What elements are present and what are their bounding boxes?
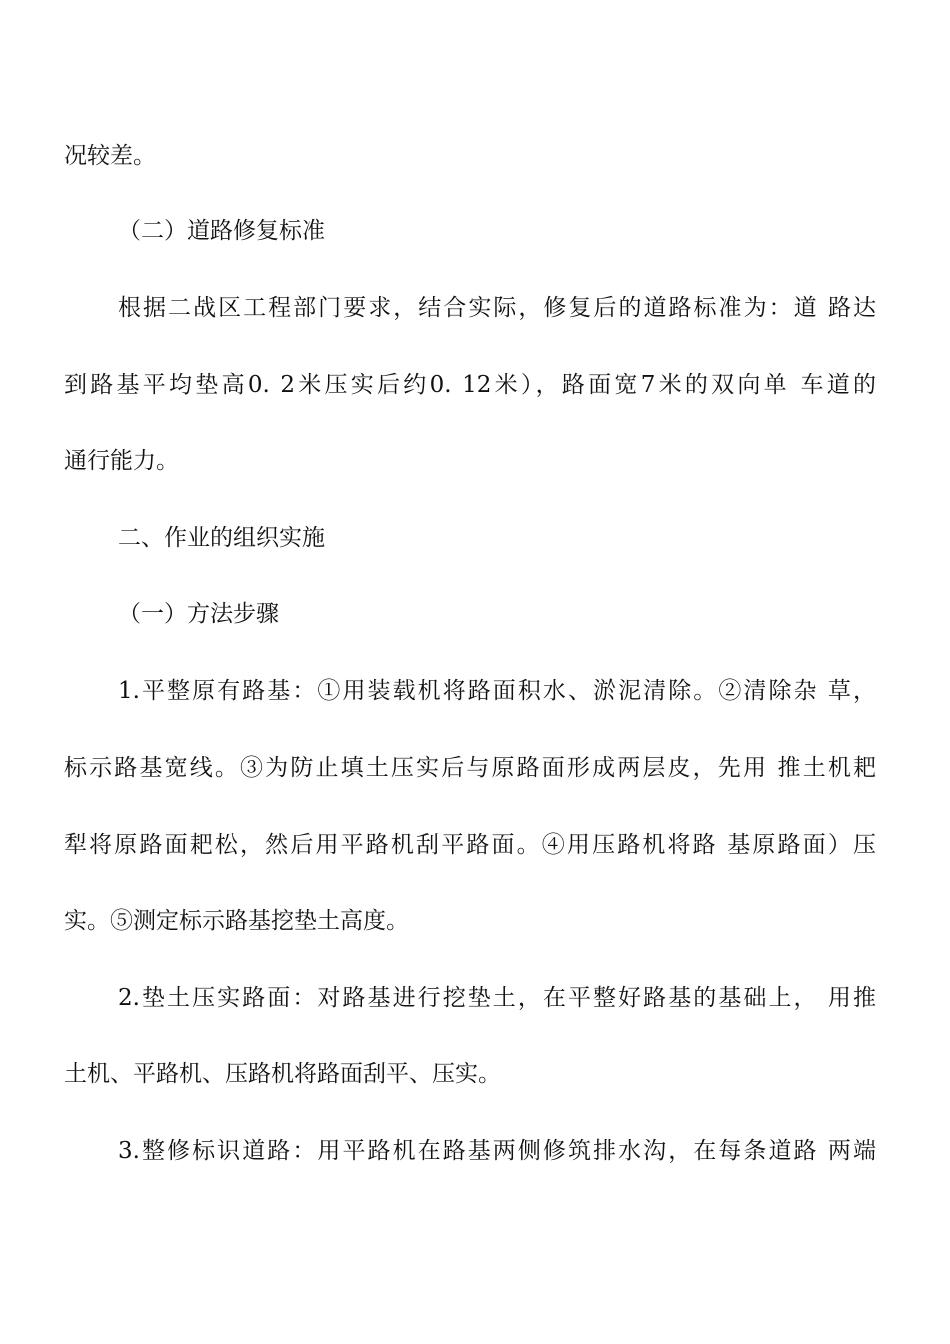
paragraph-line: 标示路基宽线。③为防止填土压实后与原路面形成两层皮，先用 推土机耙 (64, 755, 876, 781)
paragraph-line: 3.整修标识道路：用平路机在路基两侧修筑排水沟，在每条道路 两端 (118, 1138, 876, 1164)
section-heading: （二）道路修复标准 (118, 218, 325, 244)
paragraph-line: 根据二战区工程部门要求，结合实际，修复后的道路标准为：道 路达 (118, 295, 876, 321)
paragraph-line: 土机、平路机、压路机将路面刮平、压实。 (64, 1061, 501, 1087)
paragraph-line: 2.垫土压实路面：对路基进行挖垫土，在平整好路基的基础上， 用推 (118, 985, 876, 1011)
paragraph-line: 犁将原路面耙松，然后用平路机刮平路面。④用压路机将路 基原路面）压 (64, 832, 876, 858)
section-heading: 二、作业的组织实施 (118, 525, 325, 551)
paragraph-line: 况较差。 (64, 143, 156, 169)
paragraph-line: 实。⑤测定标示路基挖垫土高度。 (64, 908, 409, 934)
paragraph-line: 通行能力。 (64, 448, 179, 474)
paragraph-line: 1.平整原有路基：①用装载机将路面积水、淤泥清除。②清除杂 草， (118, 678, 876, 704)
subsection-heading: （一）方法步骤 (118, 601, 279, 627)
paragraph-line: 到路基平均垫高0. 2米压实后约0. 12米），路面宽7米的双向单 车道的 (64, 372, 876, 398)
